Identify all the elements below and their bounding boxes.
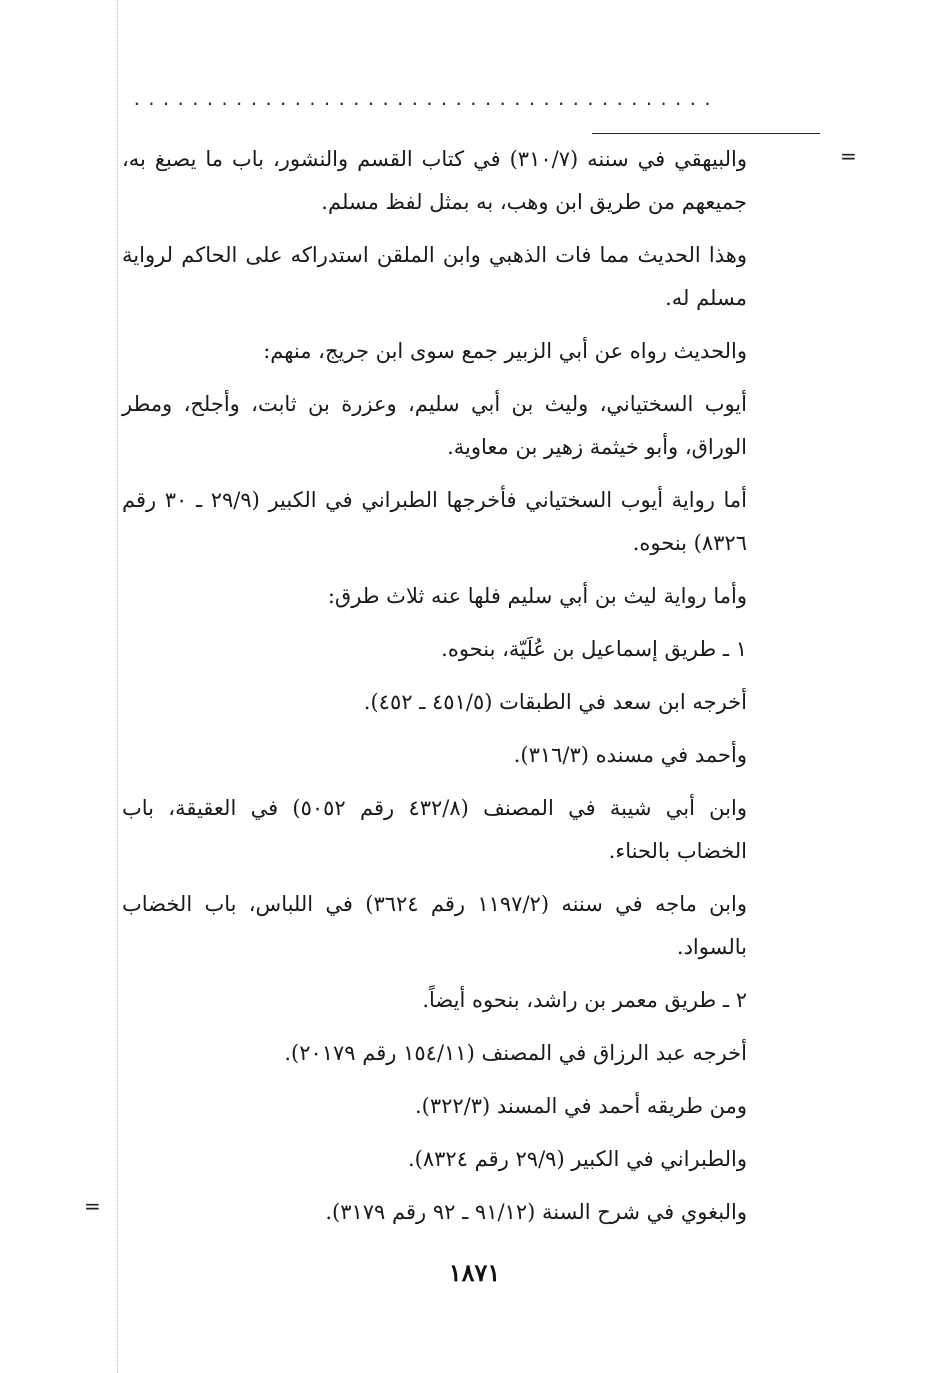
paragraph: وأما رواية ليث بن أبي سليم فلها عنه ثلاث طرق:	[327, 584, 747, 608]
page-edge-line	[117, 0, 118, 1373]
paragraph: أما رواية أيوب السختياني فأخرجها الطبراني في الكبير (٢٩/٩ ـ ٣٠ رقم ٨٣٢٦) بنحوه.	[122, 488, 747, 555]
paragraph: أيوب السختياني، وليث بن أبي سليم، وعزرة بن ثابت، وأجلح، ومطر الوراق، وأبو خيثمة زهير بن معاوية.	[122, 392, 747, 459]
paragraph: والطبراني في الكبير (٢٩/٩ رقم ٨٣٢٤).	[408, 1147, 747, 1171]
continuation-mark-right: =	[840, 144, 857, 168]
continuation-mark-left: =	[84, 1194, 101, 1218]
paragraph: والحديث رواه عن أبي الزبير جمع سوى ابن جريج، منهم:	[263, 339, 747, 363]
paragraph: وأحمد في مسنده (٣١٦/٣).	[513, 743, 747, 767]
header-dotted-line: ........................................	[132, 92, 718, 108]
paragraph: ١ ـ طريق إسماعيل بن عُلَيّة، بنحوه.	[441, 637, 747, 661]
paragraph: والبغوي في شرح السنة (٩١/١٢ ـ ٩٢ رقم ٣١٧٩).	[325, 1200, 747, 1224]
paragraph: وابن أبي شيبة في المصنف (٤٣٢/٨ رقم ٥٠٥٢) في العقيقة، باب الخضاب بالحناء.	[122, 796, 747, 863]
paragraph: وهذا الحديث مما فات الذهبي وابن الملقن استدراكه على الحاكم لرواية مسلم له.	[122, 243, 747, 310]
paragraph: أخرجه ابن سعد في الطبقات (٤٥١/٥ ـ ٤٥٢).	[363, 690, 747, 714]
footnote-text-block	[122, 138, 747, 1244]
paragraph: وابن ماجه في سننه (١١٩٧/٢ رقم ٣٦٢٤) في اللباس، باب الخضاب بالسواد.	[122, 892, 747, 959]
page-number: ١٨٧١	[448, 1258, 501, 1287]
paragraph: والبيهقي في سننه (٣١٠/٧) في كتاب القسم والنشور، باب ما يصبغ به، جميعهم من طريق ابن وهب، به بمثل لفظ مسلم.	[122, 147, 747, 214]
paragraph: ٢ ـ طريق معمر بن راشد، بنحوه أيضاً.	[422, 988, 747, 1012]
paragraph: أخرجه عبد الرزاق في المصنف (١٥٤/١١ رقم ٢٠١٧٩).	[284, 1041, 747, 1065]
footnote-separator-rule	[592, 133, 820, 134]
paragraph: ومن طريقه أحمد في المسند (٣٢٢/٣).	[414, 1094, 747, 1118]
